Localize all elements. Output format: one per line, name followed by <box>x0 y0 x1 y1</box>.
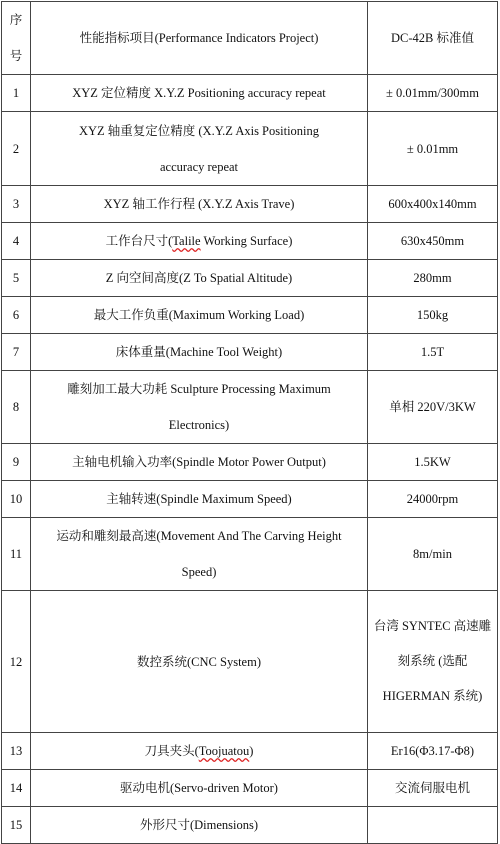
table-row <box>2 297 498 334</box>
header-row <box>2 2 498 75</box>
table-row <box>2 770 498 807</box>
table-row <box>2 334 498 371</box>
row-value: 8m/min <box>368 518 498 591</box>
row-no: 6 <box>2 297 31 334</box>
row-item: XYZ 轴重复定位精度 (X.Y.Z Axis Positioning accuracy repeat <box>31 112 368 186</box>
table-row <box>2 481 498 518</box>
table-row <box>2 260 498 297</box>
row-no: 11 <box>2 518 31 591</box>
table-row <box>2 186 498 223</box>
row-value: 150kg <box>368 297 498 334</box>
row-item: 运动和雕刻最高速(Movement And The Carving Height Speed) <box>31 518 368 591</box>
table-row <box>2 371 498 444</box>
item-prefix: 刀具夹头( <box>144 744 199 758</box>
row-item: 驱动电机(Servo-driven Motor) <box>31 770 368 807</box>
row-no: 7 <box>2 334 31 371</box>
row-value <box>368 807 498 844</box>
table-row <box>2 444 498 481</box>
row-value: 280mm <box>368 260 498 297</box>
row-item: 主轴转速(Spindle Maximum Speed) <box>31 481 368 518</box>
row-no: 8 <box>2 371 31 444</box>
row-item: 主轴电机输入功率(Spindle Motor Power Output) <box>31 444 368 481</box>
header-value: DC-42B 标准值 <box>368 2 498 75</box>
row-value: ± 0.01mm/300mm <box>368 75 498 112</box>
row-value: 交流伺服电机 <box>368 770 498 807</box>
row-value: 600x400x140mm <box>368 186 498 223</box>
row-no: 14 <box>2 770 31 807</box>
row-value: 单相 220V/3KW <box>368 371 498 444</box>
row-item: 床体重量(Machine Tool Weight) <box>31 334 368 371</box>
row-no: 10 <box>2 481 31 518</box>
row-no: 3 <box>2 186 31 223</box>
item-misspelled-word: Talile <box>172 234 201 248</box>
row-value: ± 0.01mm <box>368 112 498 186</box>
item-suffix: ) <box>249 744 254 758</box>
row-item: XYZ 轴工作行程 (X.Y.Z Axis Trave) <box>31 186 368 223</box>
row-item <box>31 733 368 770</box>
spec-table <box>1 1 498 844</box>
row-no: 13 <box>2 733 31 770</box>
row-value: 630x450mm <box>368 223 498 260</box>
row-item: 外形尺寸(Dimensions) <box>31 807 368 844</box>
row-item: 雕刻加工最大功耗 Sculpture Processing Maximum Electronics) <box>31 371 368 444</box>
row-no: 12 <box>2 591 31 733</box>
row-no: 2 <box>2 112 31 186</box>
row-item: XYZ 定位精度 X.Y.Z Positioning accuracy repeat <box>31 75 368 112</box>
row-value: 1.5KW <box>368 444 498 481</box>
header-item: 性能指标项目(Performance Indicators Project) <box>31 2 368 75</box>
row-no: 5 <box>2 260 31 297</box>
table-row <box>2 733 498 770</box>
header-no: 序号 <box>2 2 31 75</box>
row-no: 15 <box>2 807 31 844</box>
table-row <box>2 807 498 844</box>
row-item: 最大工作负重(Maximum Working Load) <box>31 297 368 334</box>
table-row <box>2 223 498 260</box>
item-prefix: 工作台尺寸( <box>105 234 173 248</box>
row-item <box>31 223 368 260</box>
item-suffix: Working Surface) <box>200 234 293 248</box>
table-row <box>2 75 498 112</box>
row-no: 1 <box>2 75 31 112</box>
row-item: 数控系统(CNC System) <box>31 591 368 733</box>
row-no: 4 <box>2 223 31 260</box>
table-row <box>2 591 498 733</box>
item-misspelled-word: Toojuatou <box>198 744 250 758</box>
row-no: 9 <box>2 444 31 481</box>
table-row <box>2 518 498 591</box>
table-row <box>2 112 498 186</box>
row-value: 24000rpm <box>368 481 498 518</box>
row-value: Er16(Φ3.17-Φ8) <box>368 733 498 770</box>
row-value: 台湾 SYNTEC 高速雕刻系统 (选配 HIGERMAN 系统) <box>368 591 498 733</box>
row-value: 1.5T <box>368 334 498 371</box>
row-item: Z 向空间高度(Z To Spatial Altitude) <box>31 260 368 297</box>
